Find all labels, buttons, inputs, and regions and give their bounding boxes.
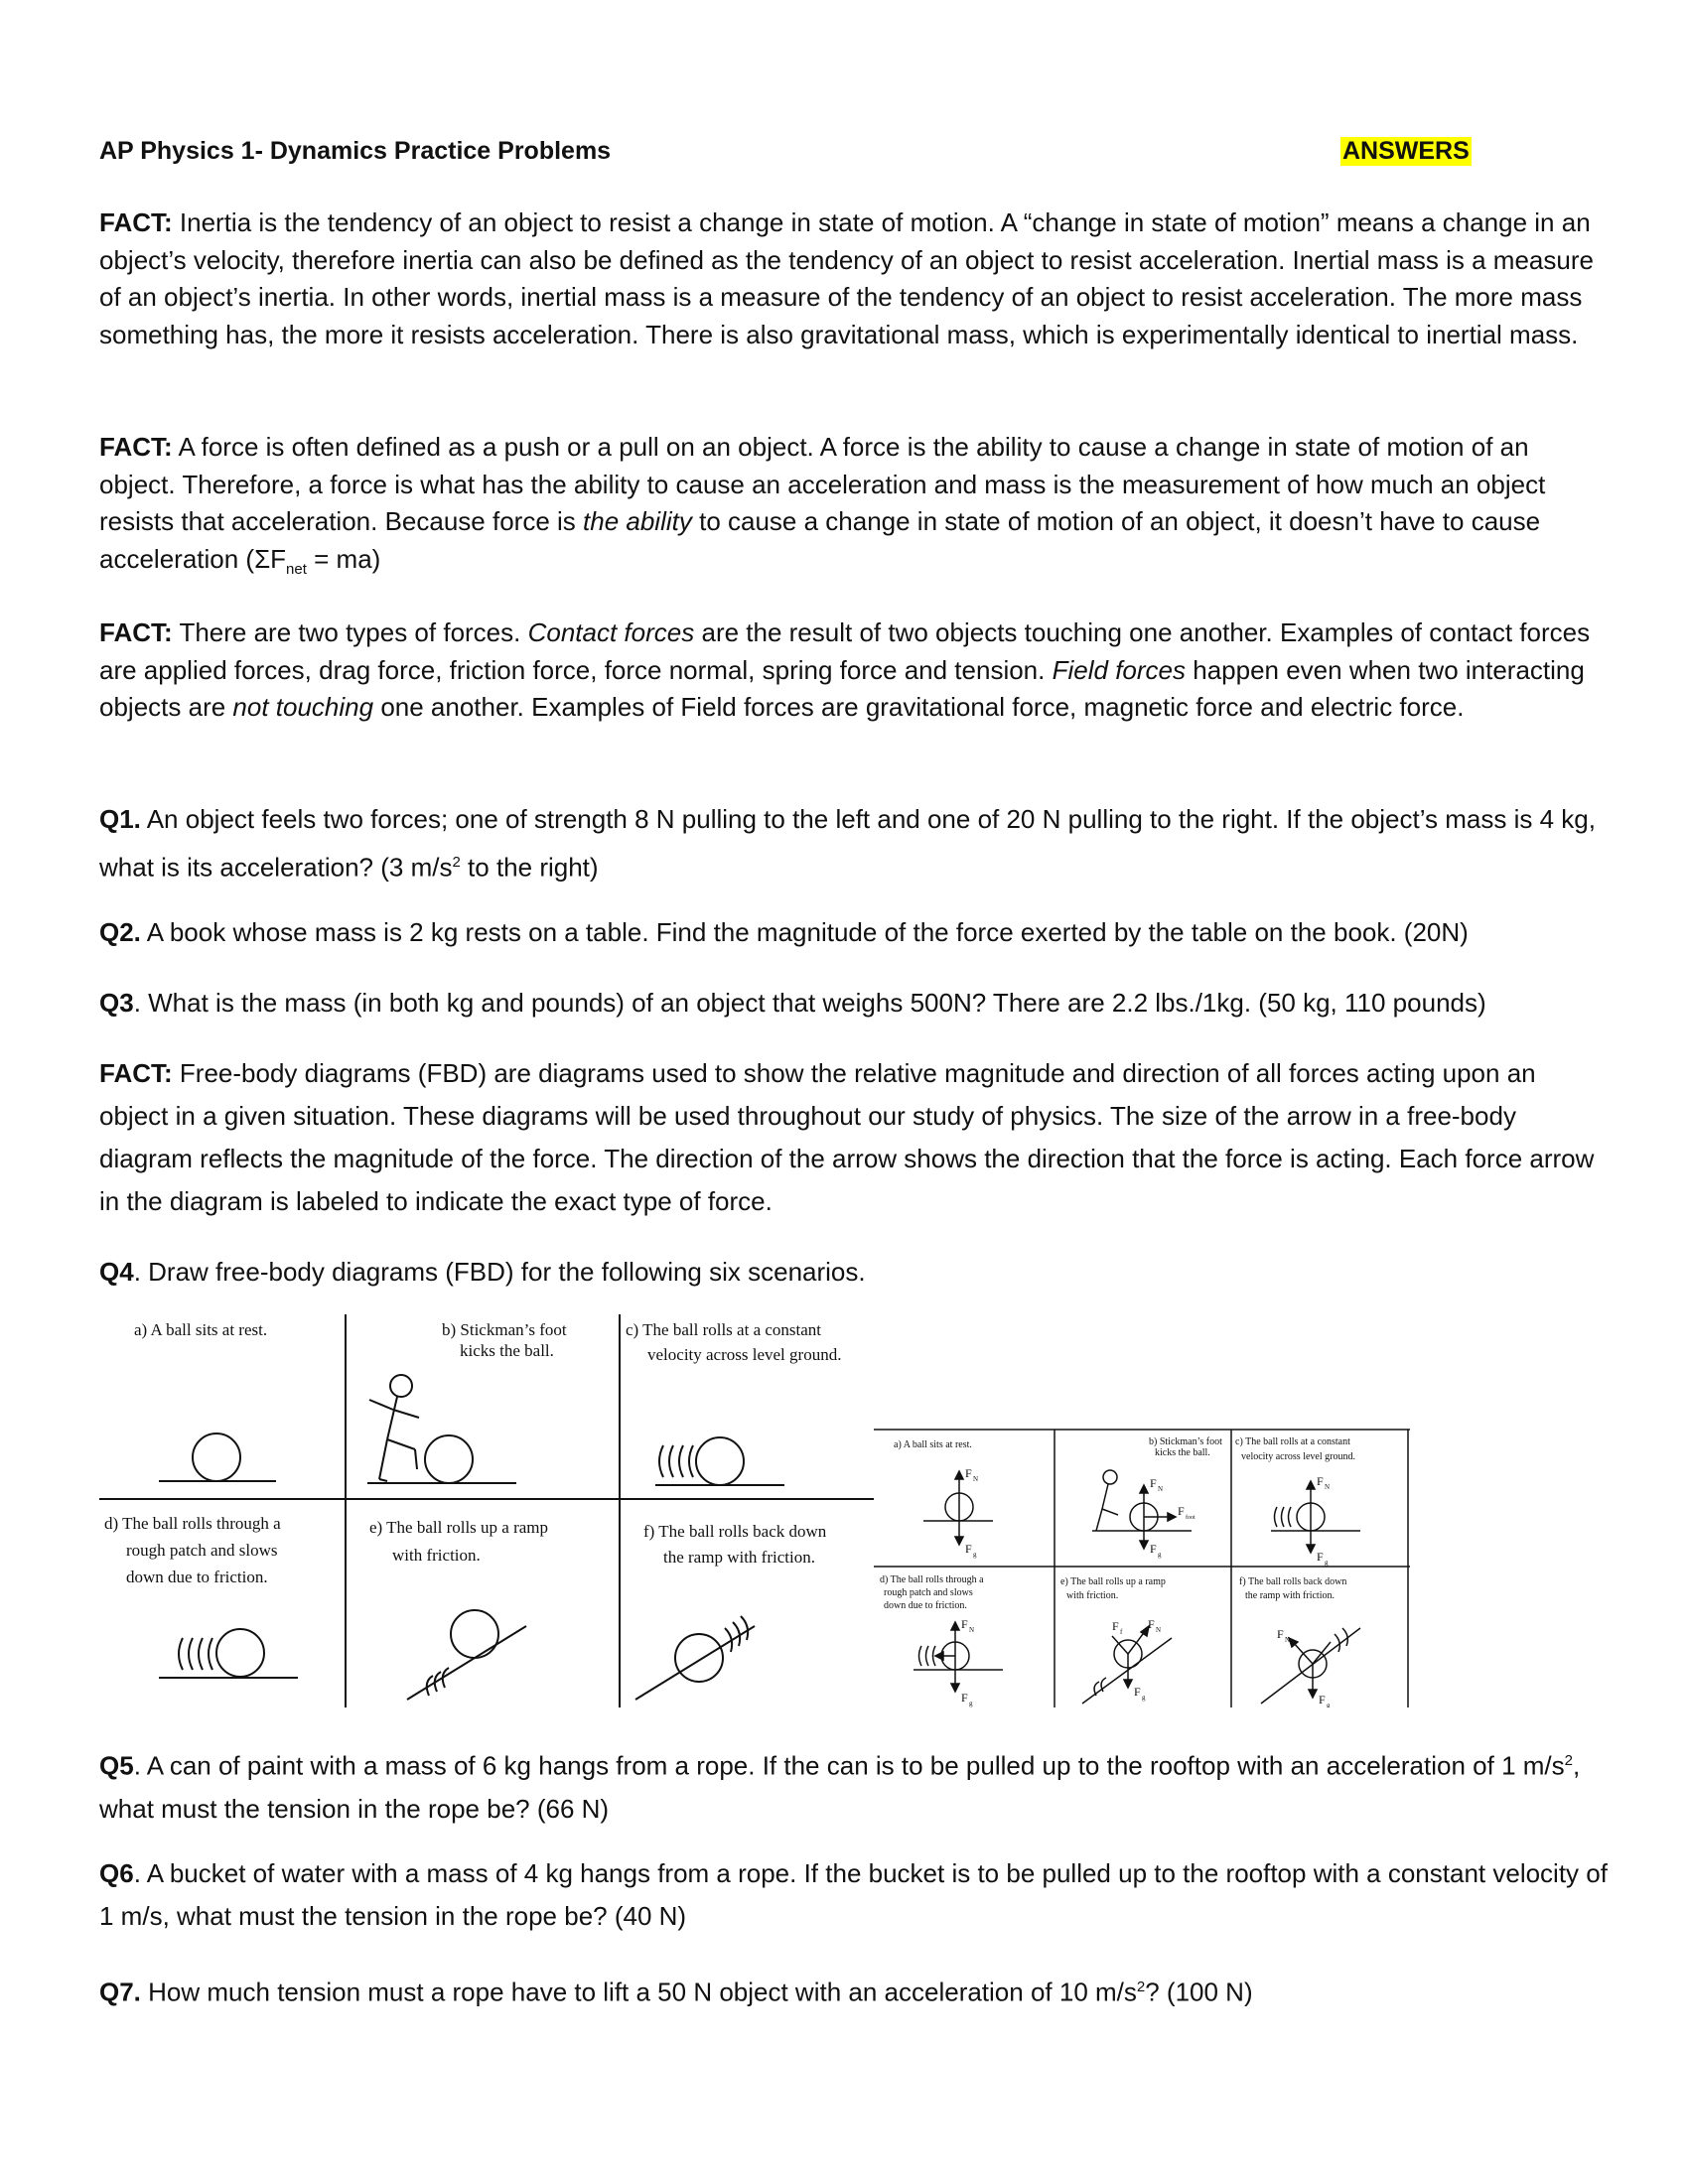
scenario-f-label: the ramp with friction. xyxy=(663,1548,815,1567)
question-6 xyxy=(99,1852,1609,1938)
fact-text: = ma) xyxy=(314,543,381,574)
force-subscript: N xyxy=(1285,1636,1291,1644)
force-subscript: g xyxy=(973,1551,977,1559)
force-subscript: g xyxy=(1327,1702,1331,1707)
scenario-b-label: kicks the ball. xyxy=(460,1341,554,1360)
ball-up-ramp-drawing xyxy=(407,1610,526,1700)
fact-force-types xyxy=(99,614,1609,727)
fact-inertia xyxy=(99,205,1609,353)
force-label: F xyxy=(1150,1542,1157,1556)
superscript: 2 xyxy=(1136,1979,1146,1995)
force-subscript: N xyxy=(1158,1485,1164,1493)
force-label: F xyxy=(1277,1627,1284,1641)
scenario-c-label: c) The ball rolls at a constant xyxy=(626,1320,822,1339)
fact-text: happen even when two interacting objects are xyxy=(99,654,1585,722)
question-label: Q1. xyxy=(99,804,141,834)
answer-d-diagram xyxy=(914,1617,1003,1707)
question-text: to the right) xyxy=(468,852,599,883)
force-subscript: N xyxy=(973,1475,979,1483)
answer-e-label: e) The ball rolls up a ramp xyxy=(1060,1576,1166,1587)
answer-b-label: b) Stickman’s foot xyxy=(1149,1436,1222,1447)
force-subscript: foot xyxy=(1186,1515,1196,1521)
fact-label: FACT: xyxy=(99,617,173,647)
question-label: Q7. xyxy=(99,1977,141,2007)
force-subscript: g xyxy=(969,1700,973,1707)
fact-text: are the result of two objects touching one another. Examples of contact forces are applied forces, drag force, friction force, force normal, spring force and tension. xyxy=(99,617,1591,685)
question-2 xyxy=(99,911,1609,954)
answer-f-diagram xyxy=(1261,1627,1360,1707)
force-subscript: g xyxy=(1142,1694,1146,1702)
scenario-b-label: b) Stickman’s foot xyxy=(442,1320,567,1339)
question-5 xyxy=(99,1739,1609,1831)
ball-down-ramp-drawing xyxy=(635,1616,755,1700)
force-subscript: f xyxy=(1120,1628,1123,1636)
question-4 xyxy=(99,1251,1609,1294)
question-text: A book whose mass is 2 kg rests on a table. Find the magnitude of the force exerted by the table on the book. (20N) xyxy=(146,917,1469,947)
force-label: F xyxy=(965,1466,972,1480)
force-label: F xyxy=(961,1617,968,1631)
fact-text: one another. Examples of Field forces are gravitational force, magnetic force and electric force. xyxy=(380,692,1465,722)
question-1 xyxy=(99,798,1609,889)
scenario-d-label: d) The ball rolls through a xyxy=(104,1514,281,1533)
free-body-figure xyxy=(99,1310,1410,1707)
scenario-e-label: with friction. xyxy=(392,1546,481,1565)
force-label: F xyxy=(1150,1476,1157,1490)
force-label: F xyxy=(1148,1617,1155,1631)
question-text: How much tension must a rope have to lift a 50 N object with an acceleration of 10 m/s xyxy=(148,1977,1137,2007)
answer-d-label: down due to friction. xyxy=(884,1600,967,1611)
fact-italic: Field forces xyxy=(1052,654,1186,685)
fact-text: There are two types of forces. xyxy=(179,617,521,647)
force-subscript: N xyxy=(969,1626,975,1634)
fact-text: Inertia is the tendency of an object to resist a change in state of motion. A “change in state of motion” means a change in an object’s velocity, therefore inertia can also be defined as the tendency of an object to resist acceleration. Inertial mass is a measure of an object’s inertia. In other words, inertial mass is a measure of the tendency of an object to resist acceleration. The more mass something has, the more it resists acceleration. There is also gravitational mass, which is experimentally identical to inertial mass. xyxy=(99,207,1594,349)
superscript: 2 xyxy=(452,854,461,871)
question-text: An object feels two forces; one of strength 8 N pulling to the left and one of 20 N pulling to the right. If the object’s mass is 4 kg, what is its acceleration? (3 m/s xyxy=(99,804,1596,883)
ball-rolling-drawing xyxy=(655,1437,784,1485)
question-text: . What is the mass (in both kg and pounds) of an object that weighs 500N? There are 2.2 lbs./1kg. (50 kg, 110 pounds) xyxy=(133,988,1486,1018)
fact-text: Free-body diagrams (FBD) are diagrams used to show the relative magnitude and direction of all forces acting upon an object in a given situation. These diagrams will be used throughout our study of physics. The size of the arrow in a free-body diagram reflects the magnitude of the force. The direction of the arrow shows the direction that the force is acting. Each force arrow in the diagram is labeled to indicate the exact type of force. xyxy=(99,1058,1595,1216)
answer-a-label: a) A ball sits at rest. xyxy=(894,1439,972,1450)
scenario-d-label: down due to friction. xyxy=(126,1568,268,1586)
answer-c-label: c) The ball rolls at a constant xyxy=(1235,1436,1350,1447)
force-label: F xyxy=(965,1542,972,1556)
question-label: Q6 xyxy=(99,1858,134,1888)
answer-b-diagram xyxy=(1092,1470,1196,1559)
fact-label: FACT: xyxy=(99,1058,173,1088)
ball-rough-patch-drawing xyxy=(159,1629,298,1678)
force-label: F xyxy=(1317,1474,1324,1488)
force-label: F xyxy=(961,1691,968,1705)
answer-c-label: velocity across level ground. xyxy=(1241,1451,1355,1462)
scenario-figure xyxy=(99,1310,1410,1707)
fact-label: FACT: xyxy=(99,432,173,462)
subscript-net: net xyxy=(286,560,307,578)
fact-text: to cause a change in state of motion of an object, it doesn’t have to cause acceleration (ΣF xyxy=(99,506,1541,574)
fact-italic: Contact forces xyxy=(527,617,695,647)
question-text: , what must the tension in the rope be? (66 N) xyxy=(99,1750,1581,1824)
ball-at-rest-drawing xyxy=(159,1433,276,1481)
stickman-kick-drawing xyxy=(367,1375,516,1483)
question-label: Q2. xyxy=(99,917,141,947)
answer-figure xyxy=(874,1430,1410,1707)
answer-d-label: rough patch and slows xyxy=(884,1587,973,1598)
question-text: ? (100 N) xyxy=(1145,1977,1253,2007)
question-7 xyxy=(99,1966,1609,2014)
question-text: . Draw free-body diagrams (FBD) for the following six scenarios. xyxy=(133,1257,866,1287)
question-text: . A bucket of water with a mass of 4 kg hangs from a rope. If the bucket is to be pulled up to the rooftop with a constant velocity of 1 m/s, what must the tension in the rope be? (40 N) xyxy=(99,1858,1608,1931)
fact-free-body-diagrams xyxy=(99,1052,1609,1223)
force-label: F xyxy=(1134,1685,1141,1699)
fact-text: A force is often defined as a push or a pull on an object. A force is the ability to cause a change in state of motion of an object. Therefore, a force is what has the ability to cause an acceleration and mass is the measurement of how much an object resists that acceleration. Because force is xyxy=(99,432,1546,536)
force-label: F xyxy=(1112,1619,1119,1633)
force-subscript: g xyxy=(1158,1551,1162,1559)
fact-label: FACT: xyxy=(99,207,173,237)
question-label: Q4 xyxy=(99,1257,134,1287)
fact-italic: the ability xyxy=(583,506,692,536)
scenario-e-label: e) The ball rolls up a ramp xyxy=(369,1518,549,1537)
force-label: F xyxy=(1319,1693,1326,1706)
answer-d-label: d) The ball rolls through a xyxy=(880,1574,984,1585)
force-subscript: N xyxy=(1156,1626,1162,1634)
question-text: . A can of paint with a mass of 6 kg hangs from a rope. If the can is to be pulled up to the rooftop with an acceleration of 1 m/s xyxy=(133,1750,1565,1781)
answers-label: ANSWERS xyxy=(1342,137,1470,165)
fact-force xyxy=(99,429,1609,588)
force-subscript: g xyxy=(1325,1559,1329,1567)
answer-b-label: kicks the ball. xyxy=(1155,1447,1210,1458)
answer-f-label: f) The ball rolls back down xyxy=(1239,1576,1347,1587)
question-label: Q3 xyxy=(99,988,134,1018)
answer-e-label: with friction. xyxy=(1066,1590,1119,1601)
answer-e-diagram xyxy=(1082,1617,1172,1704)
scenario-a-label: a) A ball sits at rest. xyxy=(134,1320,268,1339)
answer-a-diagram xyxy=(923,1466,993,1559)
page-title: AP Physics 1- Dynamics Practice Problems xyxy=(99,137,612,165)
fact-italic: not touching xyxy=(232,692,374,722)
question-3 xyxy=(99,982,1609,1024)
answer-c-diagram xyxy=(1271,1474,1360,1567)
answer-f-label: the ramp with friction. xyxy=(1245,1590,1335,1601)
force-subscript: N xyxy=(1325,1483,1331,1491)
superscript: 2 xyxy=(1564,1752,1573,1769)
force-label: F xyxy=(1317,1550,1324,1564)
question-label: Q5 xyxy=(99,1750,134,1781)
scenario-c-label: velocity across level ground. xyxy=(647,1345,842,1364)
scenario-f-label: f) The ball rolls back down xyxy=(643,1522,827,1541)
scenario-d-label: rough patch and slows xyxy=(126,1541,278,1560)
force-label: F xyxy=(1178,1504,1185,1518)
